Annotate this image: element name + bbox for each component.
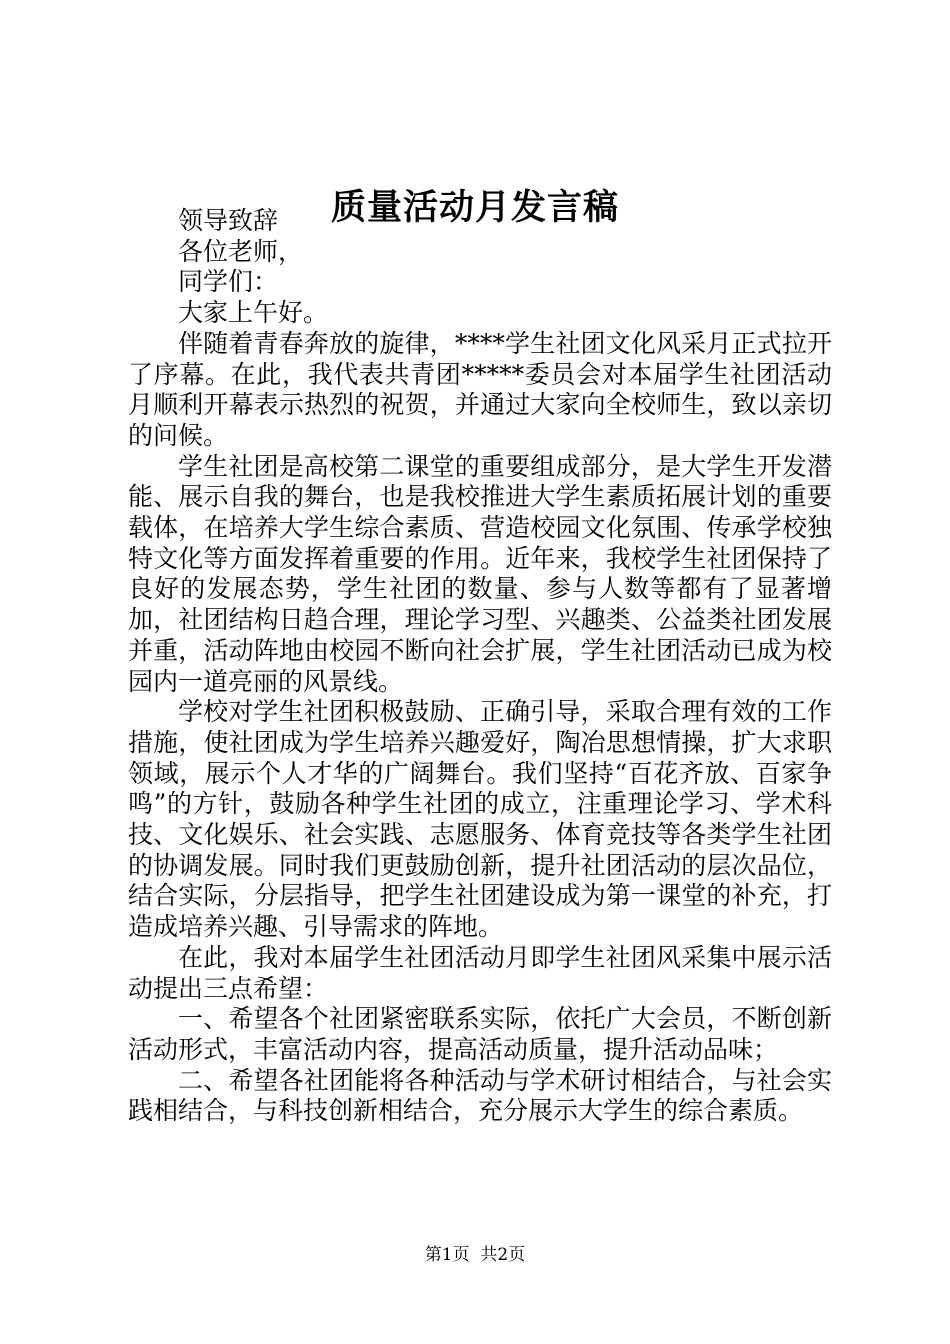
paragraph-good-morning: 大家上午好。 — [178, 298, 329, 328]
paragraph-greeting-leaders: 领导致辞 — [178, 206, 279, 235]
paragraph-hope-one: 一、希望各个社团紧密联系实际，依托广大会员，不断创新活动形式，丰富活动内容，提高活动质量，提升活动品味； — [128, 1004, 832, 1064]
document-title: 质量活动月发言稿 — [330, 187, 619, 228]
paragraph-school-support: 学校对学生社团积极鼓励、正确引导，采取合理有效的工作措施，使社团成为学生培养兴趣爱好，陶冶思想情操，扩大求职领域，展示个人才华的广阔舞台。我们坚持“百花齐放、百家争鸣”的方针，鼓励各种学生社团的成立，注重理论学习、学术科技、文化娱乐、社会实践、志愿服务、体育竞技等各类学生社团的协调发展。同时我们更鼓励创新，提升社团活动的层次品位，结合实际，分层指导，把学生社团建设成为第一课堂的补充，打造成培养兴趣、引导需求的阵地。 — [128, 697, 832, 942]
page-total: 共2页 — [480, 1245, 526, 1265]
page-footer — [0, 1243, 950, 1267]
paragraph-three-hopes-intro: 在此，我对本届学生社团活动月即学生社团风采集中展示活动提出三点希望： — [128, 942, 832, 1003]
paragraph-greeting-teachers: 各位老师， — [178, 236, 304, 266]
paragraph-club-importance: 学生社团是高校第二课堂的重要组成部分，是大学生开发潜能、展示自我的舞台，也是我校推进大学生素质拓展计划的重要载体，在培养大学生综合素质、营造校园文化氛围、传承学校独特文化等方面发挥着重要的作用。近年来，我校学生社团保持了良好的发展态势，学生社团的数量、参与人数等都有了显著增加，社团结构日趋合理，理论学习型、兴趣类、公益类社团发展并重，活动阵地由校园不断向社会扩展，学生社团活动已成为校园内一道亮丽的风景线。 — [128, 451, 832, 696]
paragraph-opening: 伴随着青春奔放的旋律，****学生社团文化风采月正式拉开了序幕。在此，我代表共青团*****委员会对本届学生社团活动月顺利开幕表示热烈的祝贺，并通过大家向全校师生，致以亲切的问候。 — [128, 328, 832, 450]
document-body — [128, 206, 832, 1127]
page-number: 第1页 — [424, 1245, 470, 1265]
paragraph-greeting-students: 同学们： — [178, 267, 279, 297]
paragraph-hope-two: 二、希望各社团能将各种活动与学术研讨相结合，与社会实践相结合，与科技创新相结合，充分展示大学生的综合素质。 — [128, 1065, 832, 1126]
